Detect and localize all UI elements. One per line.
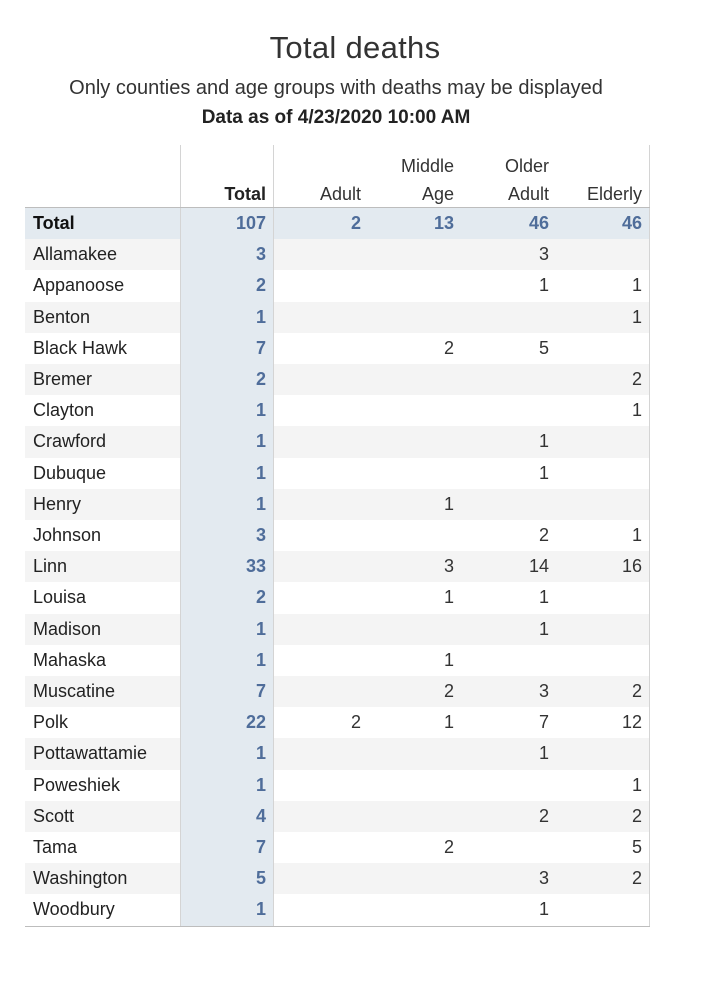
column-divider: [273, 145, 274, 926]
county-name: Black Hawk: [33, 337, 128, 358]
county-name: Mahaska: [33, 649, 107, 670]
cell-value-older_adult: 2: [538, 525, 549, 545]
cell-value-elderly: 1: [631, 306, 642, 327]
column-header-middle_age: Middle: [400, 156, 454, 176]
total-value: 2: [255, 275, 266, 296]
total-value: 3: [255, 244, 266, 265]
row-band: [25, 614, 650, 645]
county-name: Henry: [33, 493, 82, 514]
cell-value-middle_age: 1: [443, 649, 454, 670]
county-name: Allamakee: [33, 244, 118, 265]
cell-value-elderly: 2: [631, 369, 642, 389]
cell-value-elderly: 1: [631, 525, 642, 545]
cell-value-elderly: 2: [631, 681, 642, 701]
total-value: 1: [255, 493, 266, 514]
cell-value-older_adult: 1: [538, 899, 549, 920]
cell-value-older_adult: 7: [538, 712, 549, 733]
cell-value-older_adult: 1: [538, 587, 549, 608]
table-bottom-line: [25, 926, 650, 927]
total-value: 3: [255, 525, 266, 545]
row-band: [25, 239, 650, 270]
cell-value-older_adult: 1: [538, 462, 549, 483]
county-name: Benton: [33, 306, 91, 327]
county-name: Muscatine: [33, 681, 116, 701]
cell-value-older_adult: 1: [538, 275, 549, 296]
county-name: Pottawattamie: [33, 743, 148, 764]
county-name: Crawford: [33, 431, 107, 452]
total-value: 1: [255, 618, 266, 639]
cell-value-middle_age: 13: [433, 213, 454, 233]
column-header-older_adult: Adult: [507, 184, 549, 204]
cell-value-older_adult: 46: [528, 213, 549, 233]
total-value: 22: [245, 712, 266, 733]
cell-value-elderly: 1: [631, 275, 642, 296]
cell-value-elderly: 12: [621, 712, 642, 733]
county-name: Woodbury: [33, 899, 115, 920]
total-value: 1: [255, 743, 266, 764]
county-name: Bremer: [33, 369, 93, 389]
cell-value-elderly: 1: [631, 400, 642, 421]
cell-value-adult: 2: [350, 712, 361, 733]
cell-value-middle_age: 1: [443, 587, 454, 608]
row-band: [25, 489, 650, 520]
county-name: Polk: [33, 712, 69, 733]
total-value: 107: [235, 213, 266, 233]
cell-value-elderly: 5: [631, 837, 642, 857]
column-header-total: Total: [224, 184, 266, 204]
total-value: 1: [255, 306, 266, 327]
cell-value-elderly: 16: [621, 556, 642, 577]
cell-value-older_adult: 1: [538, 431, 549, 452]
total-value: 7: [255, 837, 266, 857]
total-value: 1: [255, 400, 266, 421]
county-name: Louisa: [33, 587, 87, 608]
cell-value-older_adult: 3: [538, 681, 549, 701]
total-value: 7: [255, 681, 266, 701]
row-band: [25, 426, 650, 457]
cell-value-elderly: 2: [631, 805, 642, 826]
county-name: Linn: [33, 556, 68, 577]
chart-title: Total deaths: [269, 30, 441, 65]
cell-value-elderly: 1: [631, 774, 642, 795]
cell-value-middle_age: 3: [443, 556, 454, 577]
county-name: Johnson: [33, 525, 102, 545]
cell-value-older_adult: 5: [538, 337, 549, 358]
cell-value-older_adult: 14: [528, 556, 549, 577]
cell-value-elderly: 46: [621, 213, 642, 233]
county-name: Poweshiek: [33, 774, 121, 795]
total-value: 1: [255, 899, 266, 920]
total-value: 2: [255, 587, 266, 608]
cell-value-older_adult: 3: [538, 868, 549, 889]
cell-value-middle_age: 1: [443, 712, 454, 733]
column-header-adult: Adult: [319, 184, 361, 204]
cell-value-middle_age: 2: [443, 837, 454, 857]
total-value: 1: [255, 431, 266, 452]
deaths-table: [25, 145, 650, 927]
cell-value-middle_age: 2: [443, 681, 454, 701]
chart-subtitle: Only counties and age groups with deaths may be displayed: [69, 77, 603, 99]
total-value: 33: [245, 556, 266, 577]
county-name: Dubuque: [33, 462, 107, 483]
total-value: 4: [255, 805, 266, 826]
county-name: Tama: [33, 837, 78, 857]
total-value: 1: [255, 462, 266, 483]
column-header-elderly: Elderly: [586, 184, 642, 204]
total-value: 7: [255, 337, 266, 358]
county-name: Scott: [33, 805, 75, 826]
column-divider: [649, 145, 650, 926]
cell-value-older_adult: 1: [538, 743, 549, 764]
data-as-of: Data as of 4/23/2020 10:00 AM: [201, 107, 471, 128]
total-value: 1: [255, 649, 266, 670]
total-row-label: Total: [33, 213, 75, 233]
county-name: Clayton: [33, 400, 95, 421]
total-value: 2: [255, 369, 266, 389]
column-header-older_adult: Older: [504, 156, 549, 176]
total-value: 1: [255, 774, 266, 795]
county-name: Madison: [33, 618, 102, 639]
county-name: Washington: [33, 868, 128, 889]
cell-value-elderly: 2: [631, 868, 642, 889]
cell-value-middle_age: 1: [443, 493, 454, 514]
cell-value-middle_age: 2: [443, 337, 454, 358]
cell-value-older_adult: 3: [538, 244, 549, 265]
cell-value-older_adult: 1: [538, 618, 549, 639]
county-name: Appanoose: [33, 275, 125, 296]
total-value: 5: [255, 868, 266, 889]
column-header-middle_age: Age: [421, 184, 454, 204]
cell-value-adult: 2: [350, 213, 361, 233]
cell-value-older_adult: 2: [538, 805, 549, 826]
